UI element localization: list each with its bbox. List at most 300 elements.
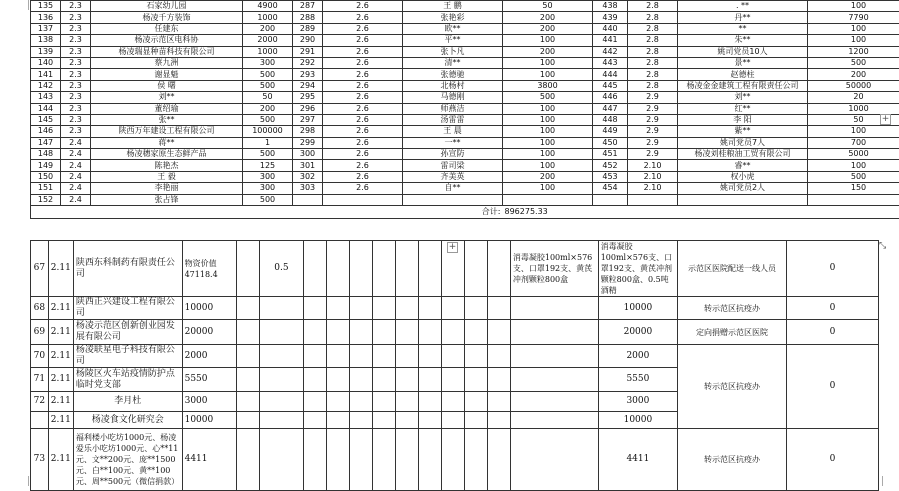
row-date: 2.3: [61, 35, 91, 46]
row-date: 2.11: [48, 429, 73, 491]
amount: 200: [503, 12, 593, 23]
donor-name: 石家幼儿园: [91, 1, 243, 12]
table-row: [31, 23, 899, 34]
row-date: 2.11: [48, 320, 73, 345]
table-row: [31, 80, 899, 91]
amount: 100: [503, 114, 593, 125]
row-number: 443: [593, 57, 628, 68]
donor-name: 杨凌千方装饰: [91, 12, 243, 23]
row-number: 446: [593, 92, 628, 103]
amount: 10000: [182, 412, 236, 429]
row-date: 2.6: [323, 171, 403, 182]
donor-name: 权小虎: [678, 171, 808, 182]
total-value: 896275.33: [503, 206, 628, 219]
row-number: 445: [593, 80, 628, 91]
donor-name: 马德刚: [403, 92, 503, 103]
row-number: 139: [31, 46, 61, 57]
goods-distributed: 消毒凝胶100ml×576支、口罩192支、黄芪冲剂颗粒800盒、0.5吨酒精: [598, 241, 677, 297]
row-number: 453: [593, 171, 628, 182]
donor-name: 董绍瑜: [91, 103, 243, 114]
row-number: 441: [593, 35, 628, 46]
amount-distributed: 10000: [598, 297, 677, 320]
row-number: 440: [593, 23, 628, 34]
row-number: 136: [31, 12, 61, 23]
amount: 100: [503, 160, 593, 171]
row-date: 2.8: [628, 46, 678, 57]
row-number: 295: [293, 92, 323, 103]
row-number: 288: [293, 12, 323, 23]
row-date: 2.6: [323, 160, 403, 171]
row-date: 2.9: [628, 92, 678, 103]
amount: 2000: [243, 35, 293, 46]
amount: 50000: [808, 80, 899, 91]
table-row: [31, 429, 879, 491]
table-row: [31, 137, 899, 148]
amount: 7790: [808, 12, 899, 23]
donor-name: 平**: [403, 35, 503, 46]
amount: 100000: [243, 126, 293, 137]
row-number: 299: [293, 137, 323, 148]
page-corner-mark: [16, 476, 29, 486]
amount: 1200: [808, 46, 899, 57]
destination: 示范区医院配送一线人员: [678, 241, 787, 297]
donor-name: 齐美英: [403, 171, 503, 182]
row-date: 2.3: [61, 57, 91, 68]
row-number: 302: [293, 171, 323, 182]
row-date: 2.4: [61, 160, 91, 171]
amount: 50: [503, 1, 593, 12]
donor-name: 陈艳杰: [91, 160, 243, 171]
amount-distributed: 4411: [598, 429, 677, 491]
amount: 100: [503, 69, 593, 80]
row-date: 2.11: [48, 241, 73, 297]
row-number: 151: [31, 183, 61, 194]
donor-name: 北杨村: [403, 80, 503, 91]
row-number: 135: [31, 1, 61, 12]
row-date: 2.6: [323, 23, 403, 34]
row-date: 2.9: [628, 149, 678, 160]
amount: 100: [503, 57, 593, 68]
row-date: 2.6: [323, 149, 403, 160]
donor-name: 杨凌示范区电科协: [91, 35, 243, 46]
table-row: [31, 345, 879, 368]
row-number: 73: [31, 429, 49, 491]
row-date: 2.4: [61, 137, 91, 148]
row-number: 291: [293, 46, 323, 57]
amount: 100: [808, 35, 899, 46]
page-corner-mark: [882, 476, 895, 486]
amount: 300: [243, 171, 293, 182]
donor-name: 赵德柱: [678, 69, 808, 80]
quantity-value: 0.5: [259, 241, 303, 297]
row-number: 303: [293, 183, 323, 194]
amount: 1000: [243, 12, 293, 23]
row-number: 67: [31, 241, 49, 297]
row-date: 2.3: [61, 69, 91, 80]
amount: 500: [808, 171, 899, 182]
row-number: 448: [593, 114, 628, 125]
row-date: 2.6: [323, 114, 403, 125]
row-number: [593, 194, 628, 205]
row-date: 2.3: [61, 126, 91, 137]
remaining: 0: [786, 241, 878, 297]
amount: 4900: [243, 1, 293, 12]
amount: 200: [503, 23, 593, 34]
row-date: 2.3: [61, 12, 91, 23]
row-number: 447: [593, 103, 628, 114]
donor-name: 姚司党员7人: [678, 137, 808, 148]
row-date: 2.11: [48, 368, 73, 392]
row-date: 2.6: [323, 126, 403, 137]
row-number: 147: [31, 137, 61, 148]
row-date: 2.4: [61, 194, 91, 205]
row-number: 68: [31, 297, 49, 320]
row-date: 2.8: [628, 12, 678, 23]
row-date: 2.10: [628, 160, 678, 171]
amount: 3800: [503, 80, 593, 91]
donor-name: 朱**: [678, 35, 808, 46]
row-date: 2.4: [61, 171, 91, 182]
row-number: 298: [293, 126, 323, 137]
row-date: 2.11: [48, 297, 73, 320]
amount: [503, 194, 593, 205]
row-date: 2.9: [628, 103, 678, 114]
row-date: 2.8: [628, 80, 678, 91]
row-date: 2.10: [628, 171, 678, 182]
donor-name: 雷司梁: [403, 160, 503, 171]
row-number: 140: [31, 57, 61, 68]
donor-name: 福利楼小吃坊1000元、杨凌爱乐小吃坊1000元、心**11元、文**200元、庞**1500元、白**100元、黄**100元、周**500元（微信捐款）: [73, 429, 182, 491]
row-date: 2.6: [323, 103, 403, 114]
amount-distributed: 5550: [598, 368, 677, 392]
row-number: 439: [593, 12, 628, 23]
donor-name: 王 晨: [403, 126, 503, 137]
destination: 定向捐赠示范区医院: [678, 320, 787, 345]
donation-kind: 物资价值47118.4: [182, 241, 236, 297]
row-number: 290: [293, 35, 323, 46]
remaining: 0: [786, 345, 878, 429]
donor-name: [403, 194, 503, 205]
amount: 200: [503, 46, 593, 57]
row-number: 148: [31, 149, 61, 160]
row-number: 301: [293, 160, 323, 171]
donor-name: 王 鹏: [403, 1, 503, 12]
amount: 100: [808, 160, 899, 171]
row-date: 2.4: [61, 183, 91, 194]
row-number: 152: [31, 194, 61, 205]
amount: 50: [808, 114, 899, 125]
total-label: 合计:: [323, 206, 503, 219]
row-number: 145: [31, 114, 61, 125]
row-date: 2.3: [61, 1, 91, 12]
donor-name: 侯 曙: [91, 80, 243, 91]
row-number: 150: [31, 171, 61, 182]
donor-name: 李月杜: [73, 392, 182, 412]
row-date: 2.6: [323, 92, 403, 103]
row-date: 2.6: [323, 69, 403, 80]
donor-name: 师燕洁: [403, 103, 503, 114]
row-number: 69: [31, 320, 49, 345]
row-date: 2.6: [323, 35, 403, 46]
donor-name: 蔡九洲: [91, 57, 243, 68]
row-date: 2.6: [323, 1, 403, 12]
donor-name: 陕西万年建设工程有限公司: [91, 126, 243, 137]
donor-name: 李艳丽: [91, 183, 243, 194]
amount: 300: [243, 183, 293, 194]
page-corner-mark: [16, 0, 29, 10]
amount: 500: [243, 149, 293, 160]
amount-distributed: 20000: [598, 320, 677, 345]
row-date: 2.8: [628, 69, 678, 80]
table-row: [31, 171, 899, 182]
row-date: 2.8: [628, 23, 678, 34]
row-number: 144: [31, 103, 61, 114]
row-date: 2.3: [61, 103, 91, 114]
donor-name: 任建东: [91, 23, 243, 34]
amount: [808, 194, 899, 205]
donor-name: 陕西正兴建设工程有限公司: [73, 297, 182, 320]
table-row: [31, 320, 879, 345]
donor-name: 杨凌金金建筑工程有限责任公司: [678, 80, 808, 91]
resize-icon[interactable]: ⤡: [879, 241, 886, 251]
donor-name: 睿**: [678, 160, 808, 171]
donor-name: . **: [678, 1, 808, 12]
amount: 100: [503, 103, 593, 114]
remaining: 0: [786, 429, 878, 491]
destination: 转示范区抗疫办: [678, 297, 787, 320]
amount: 300: [243, 57, 293, 68]
donor-name: 杨凌穗家原生态鲜产品: [91, 149, 243, 160]
row-date: 2.6: [323, 12, 403, 23]
row-date: 2.3: [61, 92, 91, 103]
donor-name: 杨凌联星电子科技有限公司: [73, 345, 182, 368]
row-number: 438: [593, 1, 628, 12]
row-number: 138: [31, 35, 61, 46]
row-date: 2.11: [48, 392, 73, 412]
goods-description: 消毒凝胶100ml×576支、口罩192支、黄芪冲剂颗粒800盒: [510, 241, 598, 297]
row-date: [628, 194, 678, 205]
donor-name: 张占锋: [91, 194, 243, 205]
row-number: 444: [593, 69, 628, 80]
amount: 100: [503, 35, 593, 46]
amount: 20: [808, 92, 899, 103]
amount: 50: [243, 92, 293, 103]
amount: 100: [503, 137, 593, 148]
amount: 200: [503, 171, 593, 182]
amount: 500: [243, 194, 293, 205]
amount: 500: [808, 57, 899, 68]
amount-distributed: 2000: [598, 345, 677, 368]
donor-name: 丹**: [678, 12, 808, 23]
donor-name: 王 毅: [91, 171, 243, 182]
donor-name: 李 阳: [678, 114, 808, 125]
amount-distributed: 3000: [598, 392, 677, 412]
table-row: [31, 1, 899, 12]
amount: 200: [243, 103, 293, 114]
amount: 100: [808, 23, 899, 34]
table-row: [31, 92, 899, 103]
amount: 500: [243, 114, 293, 125]
table-row: [31, 183, 899, 194]
amount: 100: [503, 183, 593, 194]
donor-name: 刘**: [91, 92, 243, 103]
donor-name: 孙宣防: [403, 149, 503, 160]
table-row: [31, 46, 899, 57]
row-date: 2.6: [323, 80, 403, 91]
row-date: 2.9: [628, 137, 678, 148]
row-number: 289: [293, 23, 323, 34]
amount: 1: [243, 137, 293, 148]
plus-icon[interactable]: +: [880, 114, 891, 125]
row-number: 71: [31, 368, 49, 392]
amount: 2000: [182, 345, 236, 368]
row-number: 300: [293, 149, 323, 160]
row-date: 2.3: [61, 46, 91, 57]
row-date: 2.3: [61, 80, 91, 91]
row-date: 2.8: [628, 35, 678, 46]
row-date: 2.11: [48, 412, 73, 429]
row-number: 296: [293, 103, 323, 114]
row-number: 72: [31, 392, 49, 412]
row-date: 2.9: [628, 114, 678, 125]
row-date: 2.10: [628, 183, 678, 194]
donor-name: 红**: [678, 103, 808, 114]
table-row: [31, 69, 899, 80]
amount: 5000: [808, 149, 899, 160]
donor-name: 杨凌示范区创新创业园发展有限公司: [73, 320, 182, 345]
row-date: 2.8: [628, 57, 678, 68]
donor-name: 清**: [403, 57, 503, 68]
donation-detail-table: [30, 240, 879, 491]
amount: 500: [243, 80, 293, 91]
donor-name: 杨凌刘桂粮油工贸有限公司: [678, 149, 808, 160]
row-date: 2.11: [48, 345, 73, 368]
donor-name: 张**: [91, 114, 243, 125]
row-date: 2.6: [323, 46, 403, 57]
donor-name: 姚司党员2人: [678, 183, 808, 194]
donor-name: 自**: [403, 183, 503, 194]
donor-name: 张卜凡: [403, 46, 503, 57]
table-row: [31, 194, 899, 205]
donor-name: [678, 194, 808, 205]
row-number: 451: [593, 149, 628, 160]
amount: 20000: [182, 320, 236, 345]
row-number: 449: [593, 126, 628, 137]
row-number: 141: [31, 69, 61, 80]
amount: 500: [503, 92, 593, 103]
donor-name: 张德驰: [403, 69, 503, 80]
amount: 5550: [182, 368, 236, 392]
amount: 100: [503, 126, 593, 137]
row-number: 450: [593, 137, 628, 148]
row-number: 146: [31, 126, 61, 137]
table-row: [31, 160, 899, 171]
row-date: 2.9: [628, 126, 678, 137]
amount: 100: [808, 126, 899, 137]
donor-name: **: [678, 23, 808, 34]
donor-name: 紫**: [678, 126, 808, 137]
amount: 1000: [243, 46, 293, 57]
row-number: 442: [593, 46, 628, 57]
row-number: 297: [293, 114, 323, 125]
row-date: [323, 194, 403, 205]
amount: 100: [808, 1, 899, 12]
row-number: 452: [593, 160, 628, 171]
donor-name: 杨凌食文化研究会: [73, 412, 182, 429]
donor-name: 景**: [678, 57, 808, 68]
donor-name: 汤雷雷: [403, 114, 503, 125]
destination: 转示范区抗疫办: [678, 345, 787, 429]
remaining: 0: [786, 320, 878, 345]
table-row: [31, 12, 899, 23]
row-number: 142: [31, 80, 61, 91]
row-date: 2.4: [61, 149, 91, 160]
amount: 10000: [182, 297, 236, 320]
donor-name: 刘**: [678, 92, 808, 103]
row-date: 2.8: [628, 1, 678, 12]
table-row: [31, 126, 899, 137]
amount: 200: [808, 69, 899, 80]
table-row: [31, 103, 899, 114]
remaining: 0: [786, 297, 878, 320]
amount: 150: [808, 183, 899, 194]
donor-name: 姚司党员10人: [678, 46, 808, 57]
donor-name: 谢显魁: [91, 69, 243, 80]
row-date: 2.3: [61, 23, 91, 34]
donor-name: 张艳彩: [403, 12, 503, 23]
plus-icon[interactable]: +: [447, 242, 458, 253]
row-date: 2.3: [61, 114, 91, 125]
amount-distributed: 10000: [598, 412, 677, 429]
row-number: 294: [293, 80, 323, 91]
donor-name: 一**: [403, 137, 503, 148]
amount: 200: [243, 23, 293, 34]
table-row: [31, 57, 899, 68]
destination: 转示范区抗疫办: [678, 429, 787, 491]
table-row: [31, 297, 879, 320]
table-row: [31, 149, 899, 160]
amount: 1000: [808, 103, 899, 114]
donor-name: 陕西东科制药有限责任公司: [73, 241, 182, 297]
row-number: 293: [293, 69, 323, 80]
row-number: 292: [293, 57, 323, 68]
row-number: 454: [593, 183, 628, 194]
amount: 125: [243, 160, 293, 171]
amount: 500: [243, 69, 293, 80]
row-date: 2.6: [323, 183, 403, 194]
amount: 700: [808, 137, 899, 148]
row-date: 2.6: [323, 57, 403, 68]
row-date: 2.6: [323, 137, 403, 148]
table-row: [31, 114, 899, 125]
donor-name: 蒋**: [91, 137, 243, 148]
row-number: 137: [31, 23, 61, 34]
row-number: 70: [31, 345, 49, 368]
table-row: [31, 35, 899, 46]
amount: 3000: [182, 392, 236, 412]
total-row: [31, 206, 899, 219]
row-number: 143: [31, 92, 61, 103]
row-number: 149: [31, 160, 61, 171]
donor-name: 杨凌瑞显种苗科技有限公司: [91, 46, 243, 57]
donation-list-table: [30, 0, 899, 219]
donor-name: 杨陵区火车站疫情防护点临时党支部: [73, 368, 182, 392]
amount: 4411: [182, 429, 236, 491]
donor-name: 欧**: [403, 23, 503, 34]
row-number: 287: [293, 1, 323, 12]
amount: 100: [503, 149, 593, 160]
row-number: [293, 194, 323, 205]
